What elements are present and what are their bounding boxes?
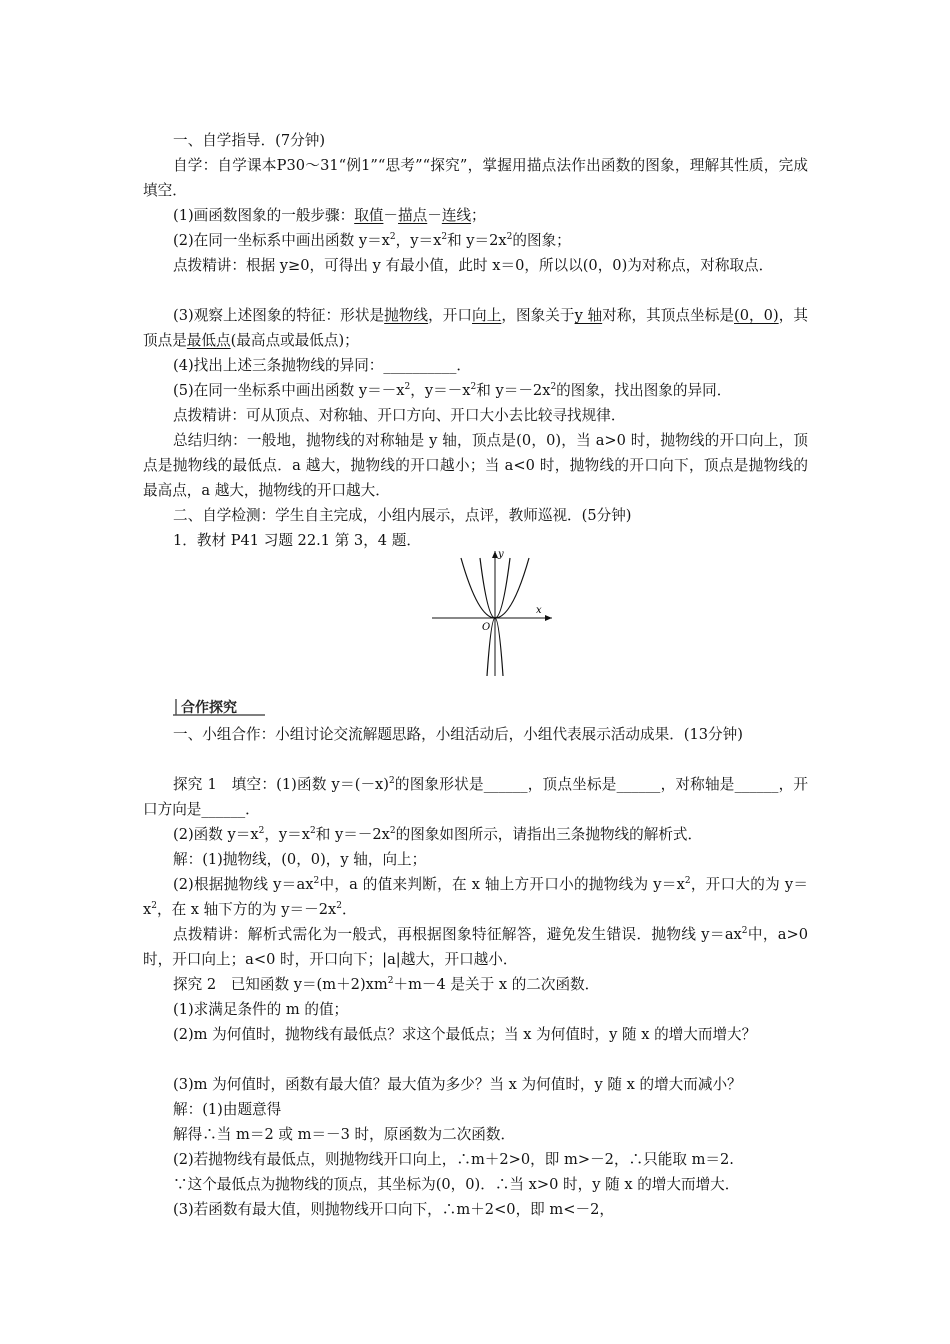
item-1-end: ； (471, 207, 486, 224)
text-seg: ，y＝x (395, 232, 442, 249)
explore-2-solution-3: (2)若抛物线有最低点，则抛物线开口向上，∴m＋2>0，即 m>－2，∴只能取 m＝2. (173, 1151, 734, 1168)
text-seg: ，开口 (428, 307, 473, 324)
solution-1: 解：(1)抛物线，(0，0)，y 轴，向上； (173, 851, 427, 868)
superscript: 2 (389, 232, 396, 243)
text-seg: ＋m－4 是关于 x 的二次函数． (393, 976, 600, 993)
explore-2-solution-2: 解得∴当 m＝2 或 m＝－3 时，原函数为二次函数． (173, 1126, 516, 1143)
explore-2-solution-1: 解：(1)由题意得 (173, 1101, 282, 1118)
superscript: 2 (309, 826, 316, 837)
summary: 总结归纳：一般地，抛物线的对称轴是 y 轴，顶点是(0，0)，当 a>0 时，抛物线的开口向上，顶点是抛物线的最低点．a 越大，抛物线的开口越小；当 a<0 时，抛物线的开口向下，顶点是抛物线的最高点，a 越大，抛物线的开口越大． (143, 432, 808, 499)
check-item-1: 1．教材 P41 习题 22.1 第 3，4 题． (173, 532, 421, 549)
superscript: 2 (151, 901, 157, 912)
explore-1 (143, 772, 808, 822)
superscript: 2 (550, 382, 557, 393)
text-seg: (2)在同一坐标系中画出函数 y＝x (173, 232, 390, 249)
text-seg: 的图象； (512, 232, 571, 249)
text-seg: 探究 2 已知函数 y＝(m＋2)xm (173, 976, 388, 993)
text-seg: ，其顶点是 (143, 307, 808, 349)
answer-shape: 抛物线 (384, 307, 429, 324)
item-3 (143, 303, 808, 353)
superscript: 2 (387, 976, 394, 987)
solution-2 (143, 872, 808, 922)
text-seg: ，y＝x (264, 826, 310, 843)
section-banner (173, 697, 265, 717)
superscript: 2 (684, 876, 691, 887)
text-seg: (2)根据抛物线 y＝ax (173, 876, 314, 893)
dash-2: － (427, 207, 442, 224)
text-seg: ，y＝－x (410, 382, 471, 399)
superscript: 2 (258, 826, 265, 837)
origin-label: O (482, 622, 491, 633)
text-seg: ． (341, 901, 357, 918)
text-seg: 探究 1 填空：(1)函数 y＝(－x) (173, 776, 389, 793)
text-seg: 点拨精讲：解析式需化为一般式，再根据图象特征解答，避免发生错误．抛物线 y＝ax (173, 926, 742, 943)
explore-2-q3: (3)m 为何值时，函数有最大值？最大值为多少？当 x 为何值时，y 随 x 的增大而减小？ (173, 1076, 742, 1093)
self-study-instruction: 自学：自学课本P30～31“例1”“思考”“探究”，掌握用描点法作出函数的图象，理解其性质，完成填空． (143, 157, 808, 199)
tip-2: 点拨精讲：可从顶点、对称轴、开口方向、开口大小去比较寻找规律． (173, 407, 626, 424)
text-seg: ，图象关于 (501, 307, 575, 324)
explore-2-q2: (2)m 为何值时，抛物线有最低点？求这个最低点；当 x 为何值时，y 随 x 的增大而增大？ (173, 1026, 757, 1043)
text-seg: 中，a>0 时，开口向上；a<0 时，开口向下；|a|越大，开口越小． (143, 926, 808, 968)
group-cooperation: 一、小组合作：小组讨论交流解题思路，小组活动后，小组代表展示活动成果．(13分钟) (173, 726, 743, 743)
answer-lowest: 最低点 (186, 332, 231, 349)
tip-3 (143, 922, 808, 972)
explore-1-part-2 (143, 822, 808, 847)
answer-opening: 向上 (472, 307, 502, 324)
x-axis-arrow (545, 615, 552, 621)
text-seg: 中，a 的值来判断，在 x 轴上方开口小的抛物线为 y＝x (319, 876, 685, 893)
superscript: 2 (506, 232, 513, 243)
tip-1: 点拨精讲：根据 y≥0，可得出 y 有最小值，此时 x＝0，所以以(0，0)为对称点，对称取点． (173, 257, 774, 274)
item-4: (4)找出上述三条抛物线的异同：__________． (173, 357, 471, 374)
superscript: 2 (389, 826, 396, 837)
text-seg: 的图象如图所示，请指出三条抛物线的解析式． (395, 826, 703, 843)
explore-2-q1: (1)求满足条件的 m 的值； (173, 1001, 349, 1018)
answer-miaodian: 描点 (398, 207, 428, 224)
answer-axis: y 轴 (574, 307, 603, 324)
superscript: 2 (441, 232, 448, 243)
text-seg: (5)在同一坐标系中画出函数 y＝－x (173, 382, 405, 399)
text-seg: (3)观察上述图象的特征：形状是 (173, 307, 385, 324)
dash-1: － (383, 207, 399, 224)
text-seg: 和 y＝2x (447, 232, 507, 249)
superscript: 2 (336, 901, 342, 912)
text-seg: 的图象，找出图象的异同． (556, 382, 732, 399)
superscript: 2 (313, 876, 320, 887)
superscript: 2 (741, 926, 748, 937)
y-axis-label: y (498, 549, 504, 560)
answer-vertex: (0，0) (734, 307, 779, 324)
text-seg: (最高点或最低点)； (230, 332, 359, 349)
text-seg: (2)函数 y＝x (173, 826, 259, 843)
superscript: 2 (388, 776, 395, 787)
section2-title: 二、自学检测：学生自主完成，小组内展示，点评，教师巡视．(5分钟) (173, 507, 632, 524)
answer-lianxian: 连线 (441, 207, 472, 224)
text-seg: 和 y＝－2x (315, 826, 390, 843)
item-5 (143, 378, 808, 403)
banner-text: 合作探究 (181, 700, 237, 716)
superscript: 2 (404, 382, 411, 393)
text-seg: 和 y＝－2x (476, 382, 551, 399)
explore-2-solution-4: ∵这个最低点为抛物线的顶点，其坐标为(0，0)．∴当 x>0 时，y 随 x 的增大而增大． (173, 1176, 740, 1193)
text-seg: 的图象形状是______，顶点坐标是______，对称轴是______，开口方向是______． (143, 776, 808, 818)
explore-2-solution-5: (3)若函数有最大值，则抛物线开口向下，∴m＋2<0，即 m<－2， (173, 1201, 614, 1218)
section1-title: 一、自学指导．(7分钟) (173, 132, 326, 149)
item-1-prefix: (1)画函数图象的一般步骤： (173, 207, 355, 224)
item-2 (143, 228, 808, 253)
item-1 (143, 203, 808, 228)
text-seg: 对称，其顶点坐标是 (602, 307, 734, 324)
explore-2 (143, 972, 808, 997)
text-seg: ，开口大的为 y＝x (143, 876, 808, 918)
superscript: 2 (470, 382, 477, 393)
parabola-graph (430, 548, 555, 678)
text-seg: ，在 x 轴下方的为 y＝－2x (156, 901, 337, 918)
answer-quzhi: 取值 (354, 207, 384, 224)
x-axis-label: x (536, 605, 542, 616)
